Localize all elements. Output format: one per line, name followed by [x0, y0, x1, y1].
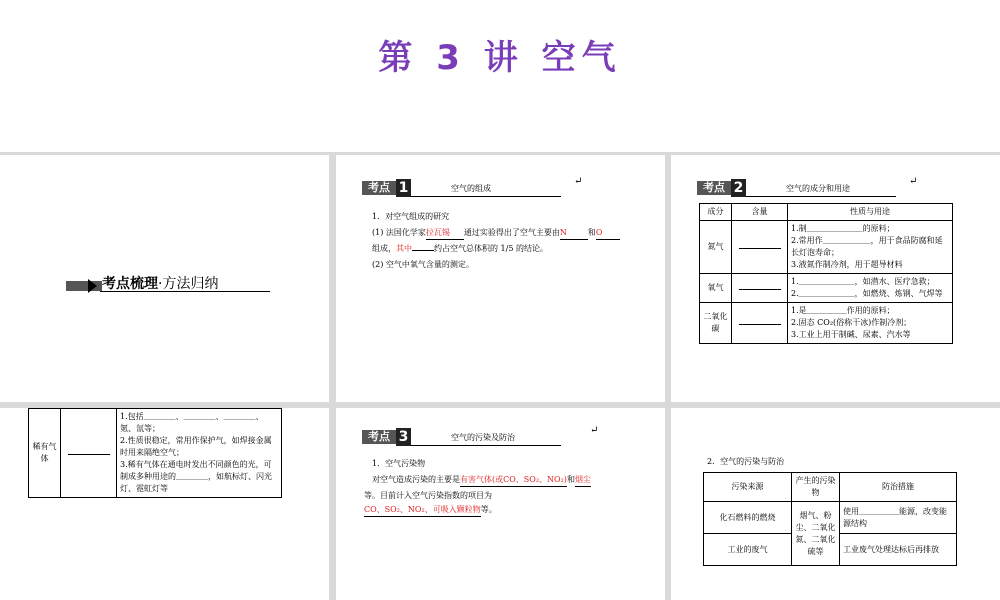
- use-line: 1.包括＿＿＿＿、＿＿＿＿、＿＿＿＿、氪、氙等；: [120, 412, 264, 433]
- uses-cell: [788, 303, 953, 344]
- p3-text: 等。: [480, 505, 497, 514]
- table-row: [700, 221, 953, 274]
- uses-cell: [788, 221, 953, 274]
- topic-badge: 考点: [697, 181, 731, 195]
- slide-4[interactable]: [0, 408, 329, 600]
- topic-badge: 考点: [362, 430, 396, 444]
- paragraph-2: [364, 490, 654, 502]
- use-line: 1.＿＿＿＿＿＿＿，如潜水、医疗急救；: [791, 277, 935, 286]
- header-cell: 防治措施: [840, 473, 957, 502]
- item-1: 1．对空气组成的研究: [372, 212, 450, 221]
- table-row: [700, 274, 953, 303]
- header-cell: 成分: [700, 204, 732, 221]
- measure-cell: 工业废气处理达标后再排放: [840, 534, 957, 566]
- heading-bold: 考点梳理: [102, 276, 158, 292]
- p1-text-b: 通过实验得出了空气主要由: [463, 228, 560, 237]
- topic-banner: [362, 179, 561, 197]
- answer-chemist: 拉瓦锡: [426, 227, 464, 240]
- uses-cell: [117, 409, 282, 498]
- p1-text-a: 对空气造成污染的主要是: [372, 475, 460, 484]
- topic-badge: 考点: [362, 181, 396, 195]
- source-cell: 化石燃料的燃烧: [704, 502, 792, 534]
- gas-name: 二氧化碳: [700, 303, 732, 344]
- answer-o2: O: [596, 227, 620, 240]
- topic-number: 3: [396, 428, 411, 446]
- content-blank: [732, 303, 788, 344]
- use-line: 3.稀有气体在通电时发出不同颜色的光，可制成多种用途的＿＿＿＿，如航标灯、闪光灯、霓虹灯等: [120, 460, 272, 493]
- answer-n2: N: [560, 227, 588, 240]
- gas-name: 氧气: [700, 274, 732, 303]
- p1-text-c: 和: [587, 228, 596, 237]
- p2-text-a: 组成，: [372, 244, 396, 253]
- header-cell: 污染来源: [704, 473, 792, 502]
- header-cell: 产生的污染物: [792, 473, 840, 502]
- slide-3[interactable]: [671, 155, 1000, 402]
- header-cell: 含量: [732, 204, 788, 221]
- p2-text-b: 约占空气总体积的 1/5 的结论。: [434, 244, 548, 253]
- rare-gas-table: [28, 408, 282, 498]
- return-arrow-icon[interactable]: ↵: [574, 176, 583, 187]
- content-blank: [732, 221, 788, 274]
- paragraph-2: [372, 243, 652, 255]
- topic-banner: [362, 428, 561, 446]
- slide-grid: [0, 152, 1000, 600]
- table-row: [29, 409, 282, 498]
- uses-cell: [788, 274, 953, 303]
- paragraph-3: [364, 504, 654, 517]
- header-cell: 性质与用途: [788, 204, 953, 221]
- answer-index-items: CO、SO₂、NO₂、可吸入颗粒物: [364, 504, 481, 517]
- page-title: 第 3 讲 空气: [378, 38, 622, 78]
- gas-name: 氮气: [700, 221, 732, 274]
- topic-number: 2: [731, 179, 746, 197]
- table-row: [704, 502, 957, 534]
- gas-name: 稀有气体: [29, 409, 61, 498]
- use-line: 2.固态 CO₂(俗称干冰)作制冷剂；: [791, 318, 912, 327]
- use-line: 2.常用作＿＿＿＿＿＿，用于食品防腐和延长灯泡寿命；: [791, 236, 943, 257]
- source-cell: 工业的废气: [704, 534, 792, 566]
- topic-banner: [697, 179, 896, 197]
- use-line: 2.性质很稳定，常用作保护气，如焊接金属时用来隔绝空气；: [120, 436, 272, 457]
- content-blank: [61, 409, 117, 498]
- measure-cell: 使用＿＿＿＿＿能源，改变能源结构: [840, 502, 957, 534]
- section-heading: [102, 273, 218, 293]
- use-line: 2.＿＿＿＿＿＿＿，如燃烧、炼钢、气焊等: [791, 289, 943, 298]
- slide-2[interactable]: [336, 155, 665, 402]
- use-line: 1.制＿＿＿＿＿＿＿的原料；: [791, 224, 895, 233]
- slide-6[interactable]: [671, 408, 1000, 600]
- table-header-row: [704, 473, 957, 502]
- heading-rest: ·方法归纳: [158, 276, 219, 292]
- use-line: 1.是＿＿＿＿＿作用的原料；: [791, 306, 895, 315]
- item-1: 1．空气污染物: [372, 459, 426, 468]
- title-area: [0, 0, 1000, 152]
- use-line: 3.工业上用于制碱、尿素、汽水等: [791, 330, 911, 339]
- p1-text-b: 和: [566, 475, 575, 484]
- composition-table: [699, 203, 953, 344]
- table-row: [700, 303, 953, 344]
- return-arrow-icon[interactable]: ↵: [909, 176, 918, 187]
- answer-oxygen: 其中: [396, 244, 412, 253]
- use-line: 3.液氮作制冷剂，用于超导材料: [791, 260, 903, 269]
- arrow-icon: [88, 279, 97, 293]
- p2-text-a: 等。目前计入空气污染指数的项目为: [364, 491, 492, 500]
- return-arrow-icon[interactable]: ↵: [590, 425, 599, 436]
- topic-title: 空气的成分和用途: [746, 183, 896, 197]
- table-header-row: [700, 204, 953, 221]
- blank: [412, 250, 434, 251]
- paragraph-1: [372, 474, 652, 487]
- topic-title: 空气的组成: [411, 183, 561, 197]
- item-2: 2．空气的污染与防治: [707, 457, 785, 466]
- slide-5[interactable]: [336, 408, 665, 600]
- paragraph-1: [372, 227, 652, 240]
- answer-dust: 烟尘: [575, 474, 591, 487]
- content-blank: [732, 274, 788, 303]
- answer-harmful-gas: 有害气体(或CO、SO₂、NO₂): [460, 474, 567, 487]
- pollutants-cell: 烟气、粉尘、二氧化氮、二氧化硫等: [792, 502, 840, 566]
- topic-title: 空气的污染及防治: [411, 432, 561, 446]
- pollution-table: [703, 472, 957, 566]
- topic-number: 1: [396, 179, 411, 197]
- p1-text-a: (1) 法国化学家: [372, 228, 426, 237]
- paragraph-3: (2) 空气中氧气含量的测定。: [372, 260, 474, 269]
- slide-1[interactable]: [0, 155, 329, 402]
